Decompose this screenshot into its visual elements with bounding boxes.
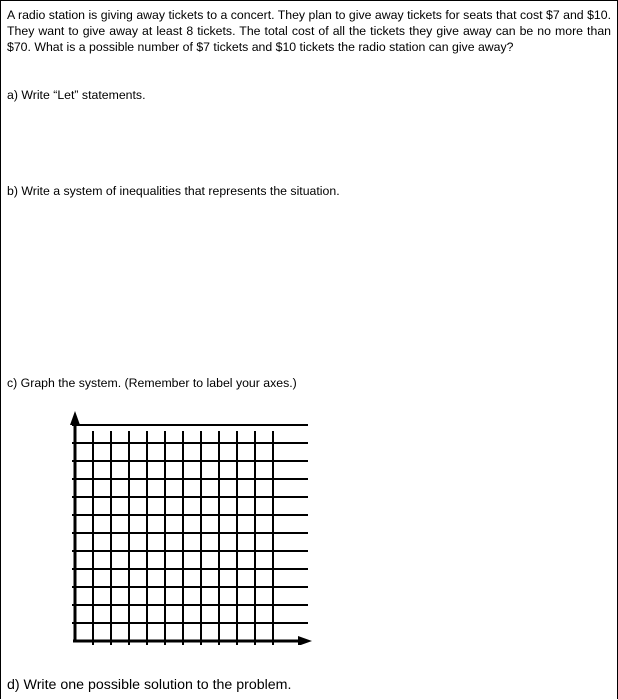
part-a-prompt: a) Write “Let” statements.: [7, 88, 146, 102]
problem-statement: A radio station is giving away tickets to a concert. They plan to give away tickets for seats that cost $7 and $10. They want to give away at least 8 tickets. The total cost of all the tickets they give away can be no more than $70. What is a possible number of $7 tickets and $10 tickets the radio station can give away?: [7, 8, 611, 54]
grid-lines: [72, 425, 308, 645]
part-b-prompt: b) Write a system of inequalities that represents the situation.: [7, 184, 340, 198]
x-axis-arrow: [298, 636, 312, 645]
coordinate-grid[interactable]: [60, 405, 316, 645]
y-axis-arrow: [70, 411, 80, 425]
part-d-prompt: d) Write one possible solution to the problem.: [7, 677, 292, 693]
part-c-prompt: c) Graph the system. (Remember to label your axes.): [7, 376, 297, 390]
axes: [70, 411, 312, 645]
